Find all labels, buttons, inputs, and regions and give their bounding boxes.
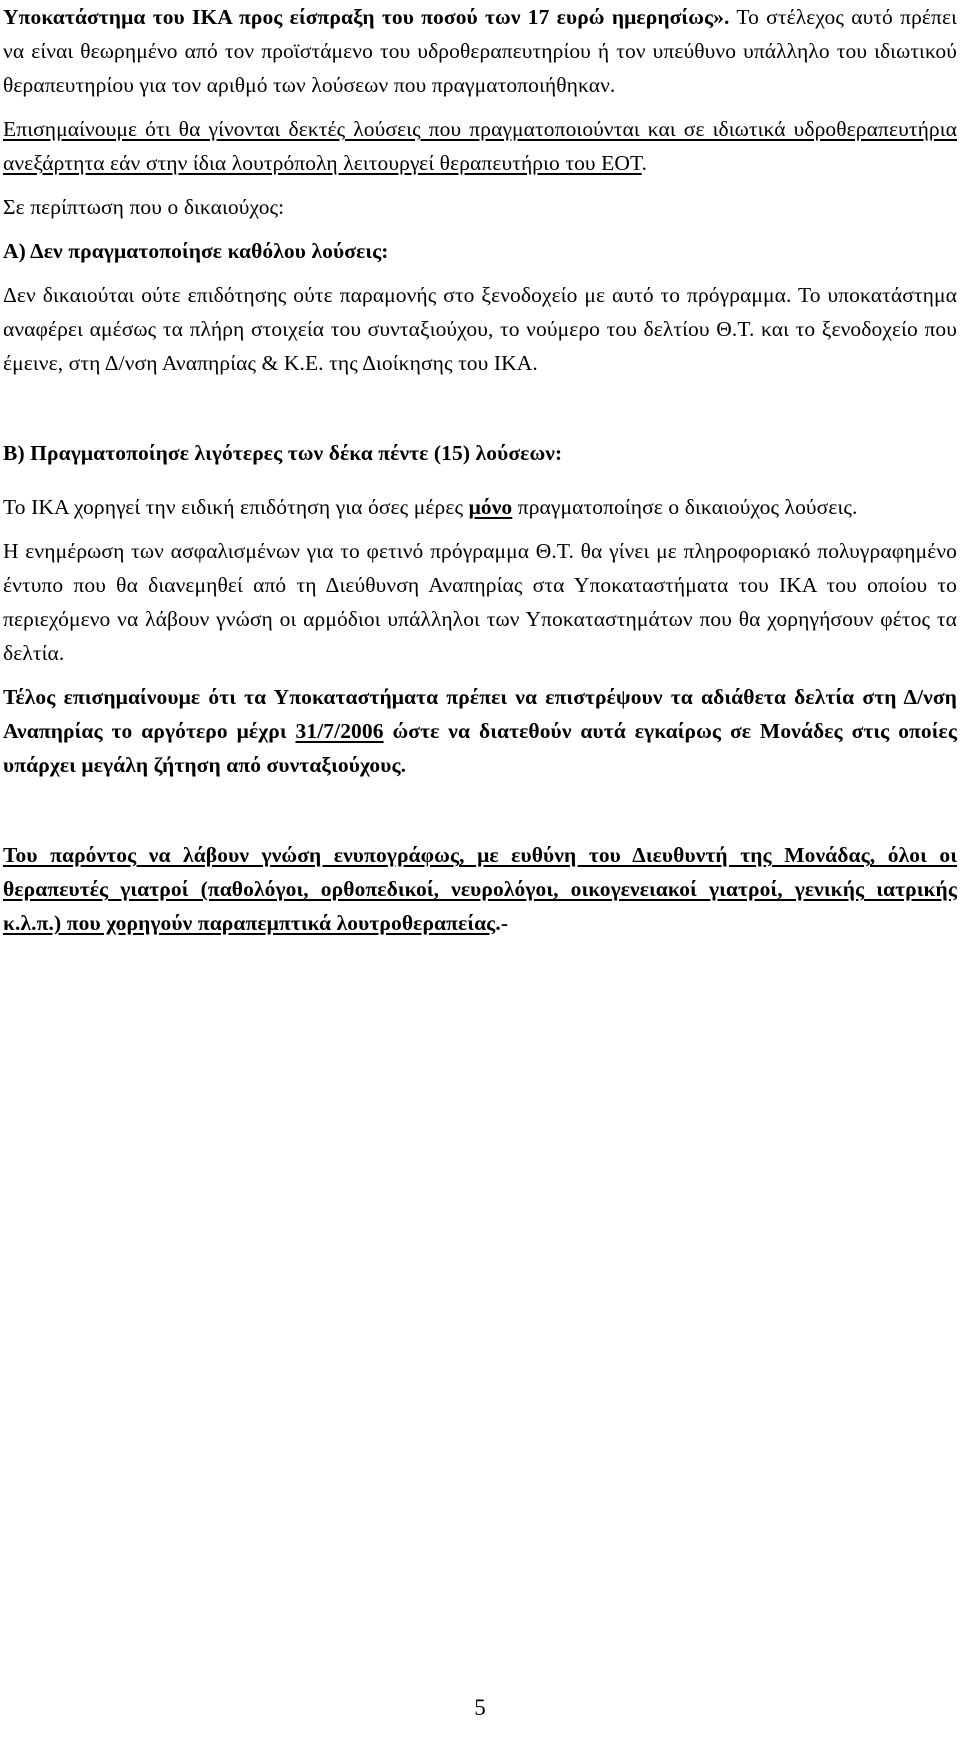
case-a-heading: Α) Δεν πραγματοποίησε καθόλου λούσεις: [3, 239, 389, 263]
case-b-text [3, 490, 957, 524]
final-note-part1: Τέλος επισημαίνουμε ότι τα Υποκαταστήματα πρέπει να επιστρέψουν τα αδιάθετα δελτία στη Δ/νση Αναπηρίας το αργότερο μέχρι [3, 685, 957, 743]
case-b-heading: Β) Πραγματοποίησε λιγότερες των δέκα πέντε (15) λούσεων: [3, 441, 563, 465]
intro-text: Το στέλεχος αυτό πρέπει να είναι θεωρημένο από τον προϊστάμενο του υδροθεραπευτηρίου ή τον υπεύθυνο υπάλληλο του ιδιωτικού θεραπευτηρίου για τον αριθμό των λούσεων που πραγματοποιήθηκαν. [3, 5, 957, 97]
notice-private-paragraph [3, 112, 957, 180]
notice-private-underlined: Επισημαίνουμε ότι θα γίνονται δεκτές λούσεις που πραγματοποιούνται και σε ιδιωτικά υδροθεραπευτήρια ανεξάρτητα εάν στην ίδια λουτρόπολη λειτουργεί θεραπευτήριο του ΕΟΤ [3, 117, 957, 175]
page-number: 5 [474, 1695, 486, 1720]
document-page [3, 0, 957, 940]
final-note-paragraph [3, 680, 957, 782]
final-note-date: 31/7/2006 [295, 719, 384, 743]
case-a-text: Δεν δικαιούται ούτε επιδότησης ούτε παραμονής στο ξενοδοχείο με αυτό το πρόγραμμα. Το υποκατάστημα αναφέρει αμέσως τα πλήρη στοιχεία του συνταξιούχου, το νούμερο του δελτίου Θ.Τ. και το ξενοδοχείο που έμεινε, στη Δ/νση Αναπηρίας & Κ.Ε. της Διοίκησης του ΙΚΑ. [3, 283, 957, 375]
information-paragraph: Η ενημέρωση των ασφαλισμένων για το φετινό πρόγραμμα Θ.Τ. θα γίνει με πληροφοριακό πολυγραφημένο έντυπο που θα διανεμηθεί από τη Διεύθυνση Αναπηρίας στα Υποκαταστήματα του ΙΚΑ του οποίου το περιεχόμενο να λάβουν γνώση οι αρμόδιοι υπάλληλοι των Υποκαταστημάτων που θα χορηγήσουν φέτος τα δελτία. [3, 539, 957, 665]
closing-underlined: Του παρόντος να λάβουν γνώση ενυπογράφως, με ευθύνη του Διευθυντή της Μονάδας, όλοι οι θεραπευτές γιατροί (παθολόγοι, ορθοπεδικοί, νευρολόγοι, οικογενειακοί γιατροί, γενικής ιατρικής κ.λ.π.) που χορηγούν παραπεμπτικά λουτροθεραπείας [3, 843, 957, 935]
closing-paragraph [3, 838, 957, 940]
intro-paragraph [3, 0, 957, 102]
closing-tail: .- [495, 911, 509, 935]
notice-private-tail: . [641, 151, 648, 175]
case-b-text-after: πραγματοποίησε ο δικαιούχος λούσεις. [512, 495, 858, 519]
case-b-only-emphasis: μόνο [468, 495, 513, 519]
case-intro: Σε περίπτωση που ο δικαιούχος: [3, 195, 285, 219]
intro-bold-line: Υποκατάστημα του ΙΚΑ προς είσπραξη του ποσού των 17 ευρώ ημερησίως». [3, 5, 730, 29]
final-note-part2: ώστε να διατεθούν αυτά εγκαίρως σε Μονάδες στις οποίες υπάρχει μεγάλη ζήτηση από συνταξιούχους. [3, 719, 957, 777]
case-b-text-before: Το ΙΚΑ χορηγεί την ειδική επιδότηση για όσες μέρες [3, 495, 469, 519]
